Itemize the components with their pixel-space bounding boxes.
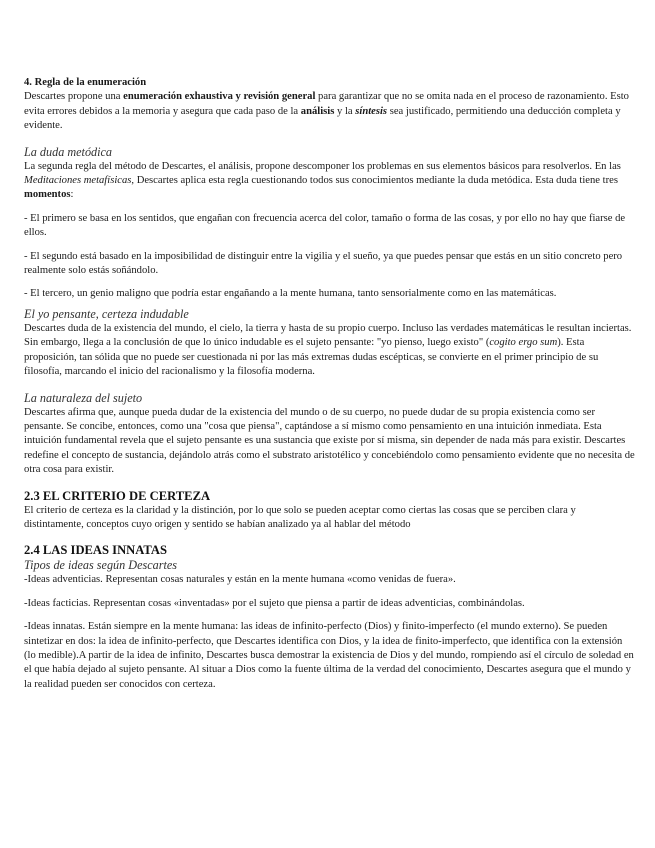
paragraph-criterio-certeza: El criterio de certeza es la claridad y la distinción, por lo que solo se pueden aceptar como ciertas las cosas que se perciben clara y distintamente, conceptos cuyo origen y sentido se habían analizado ya al hablar del método — [24, 504, 576, 530]
paragraph-naturaleza-sujeto: Descartes afirma que, aunque pueda dudar de la existencia del mundo o de su cuerpo, no puede dudar de su propia existencia como ser pensante. Se concibe, entonces, como una "cosa que piensa", captándose a sí mismo como pensamiento en una intuición inmediata. Esta intuición fundamental revela que el sujeto pensante es una sustancia que existe por sí misma, sin depender de nada más para existir. Descartes redefine el concepto de sustancia, dejándolo atrás como el substrato aristotélico y concebiéndolo como pensamiento evidente que no necesita de otra cosa para existir. — [24, 406, 635, 476]
paragraph-ideas-innatas: -Ideas innatas. Están siempre en la mente humana: las ideas de infinito-perfecto (Dios) y finito-imperfecto (el mundo externo). Se pueden sintetizar en dos: la idea de infinito-perfecto, que Descartes identifica con Dios, y la idea de finito-imperfecto, que identifica con la extensión (lo medible).A partir de la idea de infinito, Descartes busca demostrar la existencia de Dios y del mundo, rompiendo así el círculo de soledad en el que había dejado al sujeto pensante. Al situar a Dios como la fuente última de la verdad del conocimiento, Descartes asegura que el mundo y la realidad pueden ser conocidos con certeza. — [24, 621, 634, 690]
paragraph-duda-metodica — [24, 160, 636, 203]
text-run: Descartes propone una — [24, 91, 124, 103]
momento-2: - El segundo está basado en la imposibilidad de distinguir entre la vigilia y el sueño, ya que puedes pensar que estás en un sitio concreto pero realmente solo estás soñándolo. — [24, 250, 623, 277]
paragraph-ideas-facticias: -Ideas facticias. Representan cosas «inventadas» por el sujeto que piensa a partir de ideas adventicias, combinándolas. — [24, 597, 525, 609]
paragraph-ideas-adventicias: -Ideas adventicias. Representan cosas naturales y están en la mente humana «como venidas de fuera». — [24, 574, 456, 586]
text-run: La segunda regla del método de Descartes, el análisis, propone descomponer los problemas en sus elementos básicos para resolverlos. En las — [24, 160, 621, 172]
bold-term: análisis — [300, 105, 335, 117]
momento-3: - El tercero, un genio maligno que podría estar engañando a la mente humana, tanto sensorialmente como en las matemáticas. — [24, 288, 557, 300]
bold-term: momentos — [24, 189, 71, 201]
momento-1: - El primero se basa en los sentidos, que engañan con frecuencia acerca del color, tamaño o forma de las cosas, y por ello no hay que fiarse de ellos. — [24, 212, 626, 239]
text-run: para garantizar que no se omita nada en el proceso de razonamiento. Esto evita errores debidos a la memoria y asegura que cada paso de la — [24, 91, 629, 117]
text-run: sea justificado, permitiendo una deducción completa y evidente. — [24, 105, 621, 132]
text-run: y la — [334, 105, 356, 117]
section-heading-ideas-innatas: 2.4 LAS IDEAS INNATAS — [24, 543, 167, 558]
text-run: , Descartes aplica esta regla cuestionando todos sus conocimientos mediante la duda metódica. Esta duda tiene tres — [131, 175, 618, 187]
text-run: Descartes duda de la existencia del mundo, el cielo, la tierra y hasta de su propio cuerpo. Incluso las verdades matemáticas le resultan inciertas. Sin embargo, llega a la conclusión de que lo único indudable es el sujeto pensante: "yo pienso, luego existo" ( — [24, 322, 632, 349]
document-page — [24, 76, 636, 692]
text-run: ). Esta proposición, tan sólida que no puede ser cuestionada ni por las más extremas dudas escépticas, se convierte en el primer principio de su filosofía, marcando el inicio del racionalismo y la filosofía moderna. — [24, 337, 599, 378]
subheading-tipos-ideas: Tipos de ideas según Descartes — [24, 558, 178, 573]
italic-term: Meditaciones metafísicas — [24, 175, 132, 187]
bold-term: enumeración exhaustiva y revisión general — [123, 91, 316, 103]
section-heading-enumeracion: 4. Regla de la enumeración — [24, 77, 147, 88]
bold-italic-term: síntesis — [355, 105, 388, 117]
paragraph-enumeracion — [24, 90, 636, 133]
text-run: : — [70, 189, 74, 201]
subheading-yo-pensante: El yo pensante, certeza indudable — [24, 306, 189, 321]
section-heading-criterio-certeza: 2.3 EL CRITERIO DE CERTEZA — [24, 488, 211, 503]
paragraph-yo-pensante — [24, 322, 636, 380]
subheading-naturaleza-sujeto: La naturaleza del sujeto — [24, 390, 143, 405]
italic-term: cogito ergo sum — [489, 337, 558, 349]
subheading-duda-metodica: La duda metódica — [24, 144, 113, 159]
